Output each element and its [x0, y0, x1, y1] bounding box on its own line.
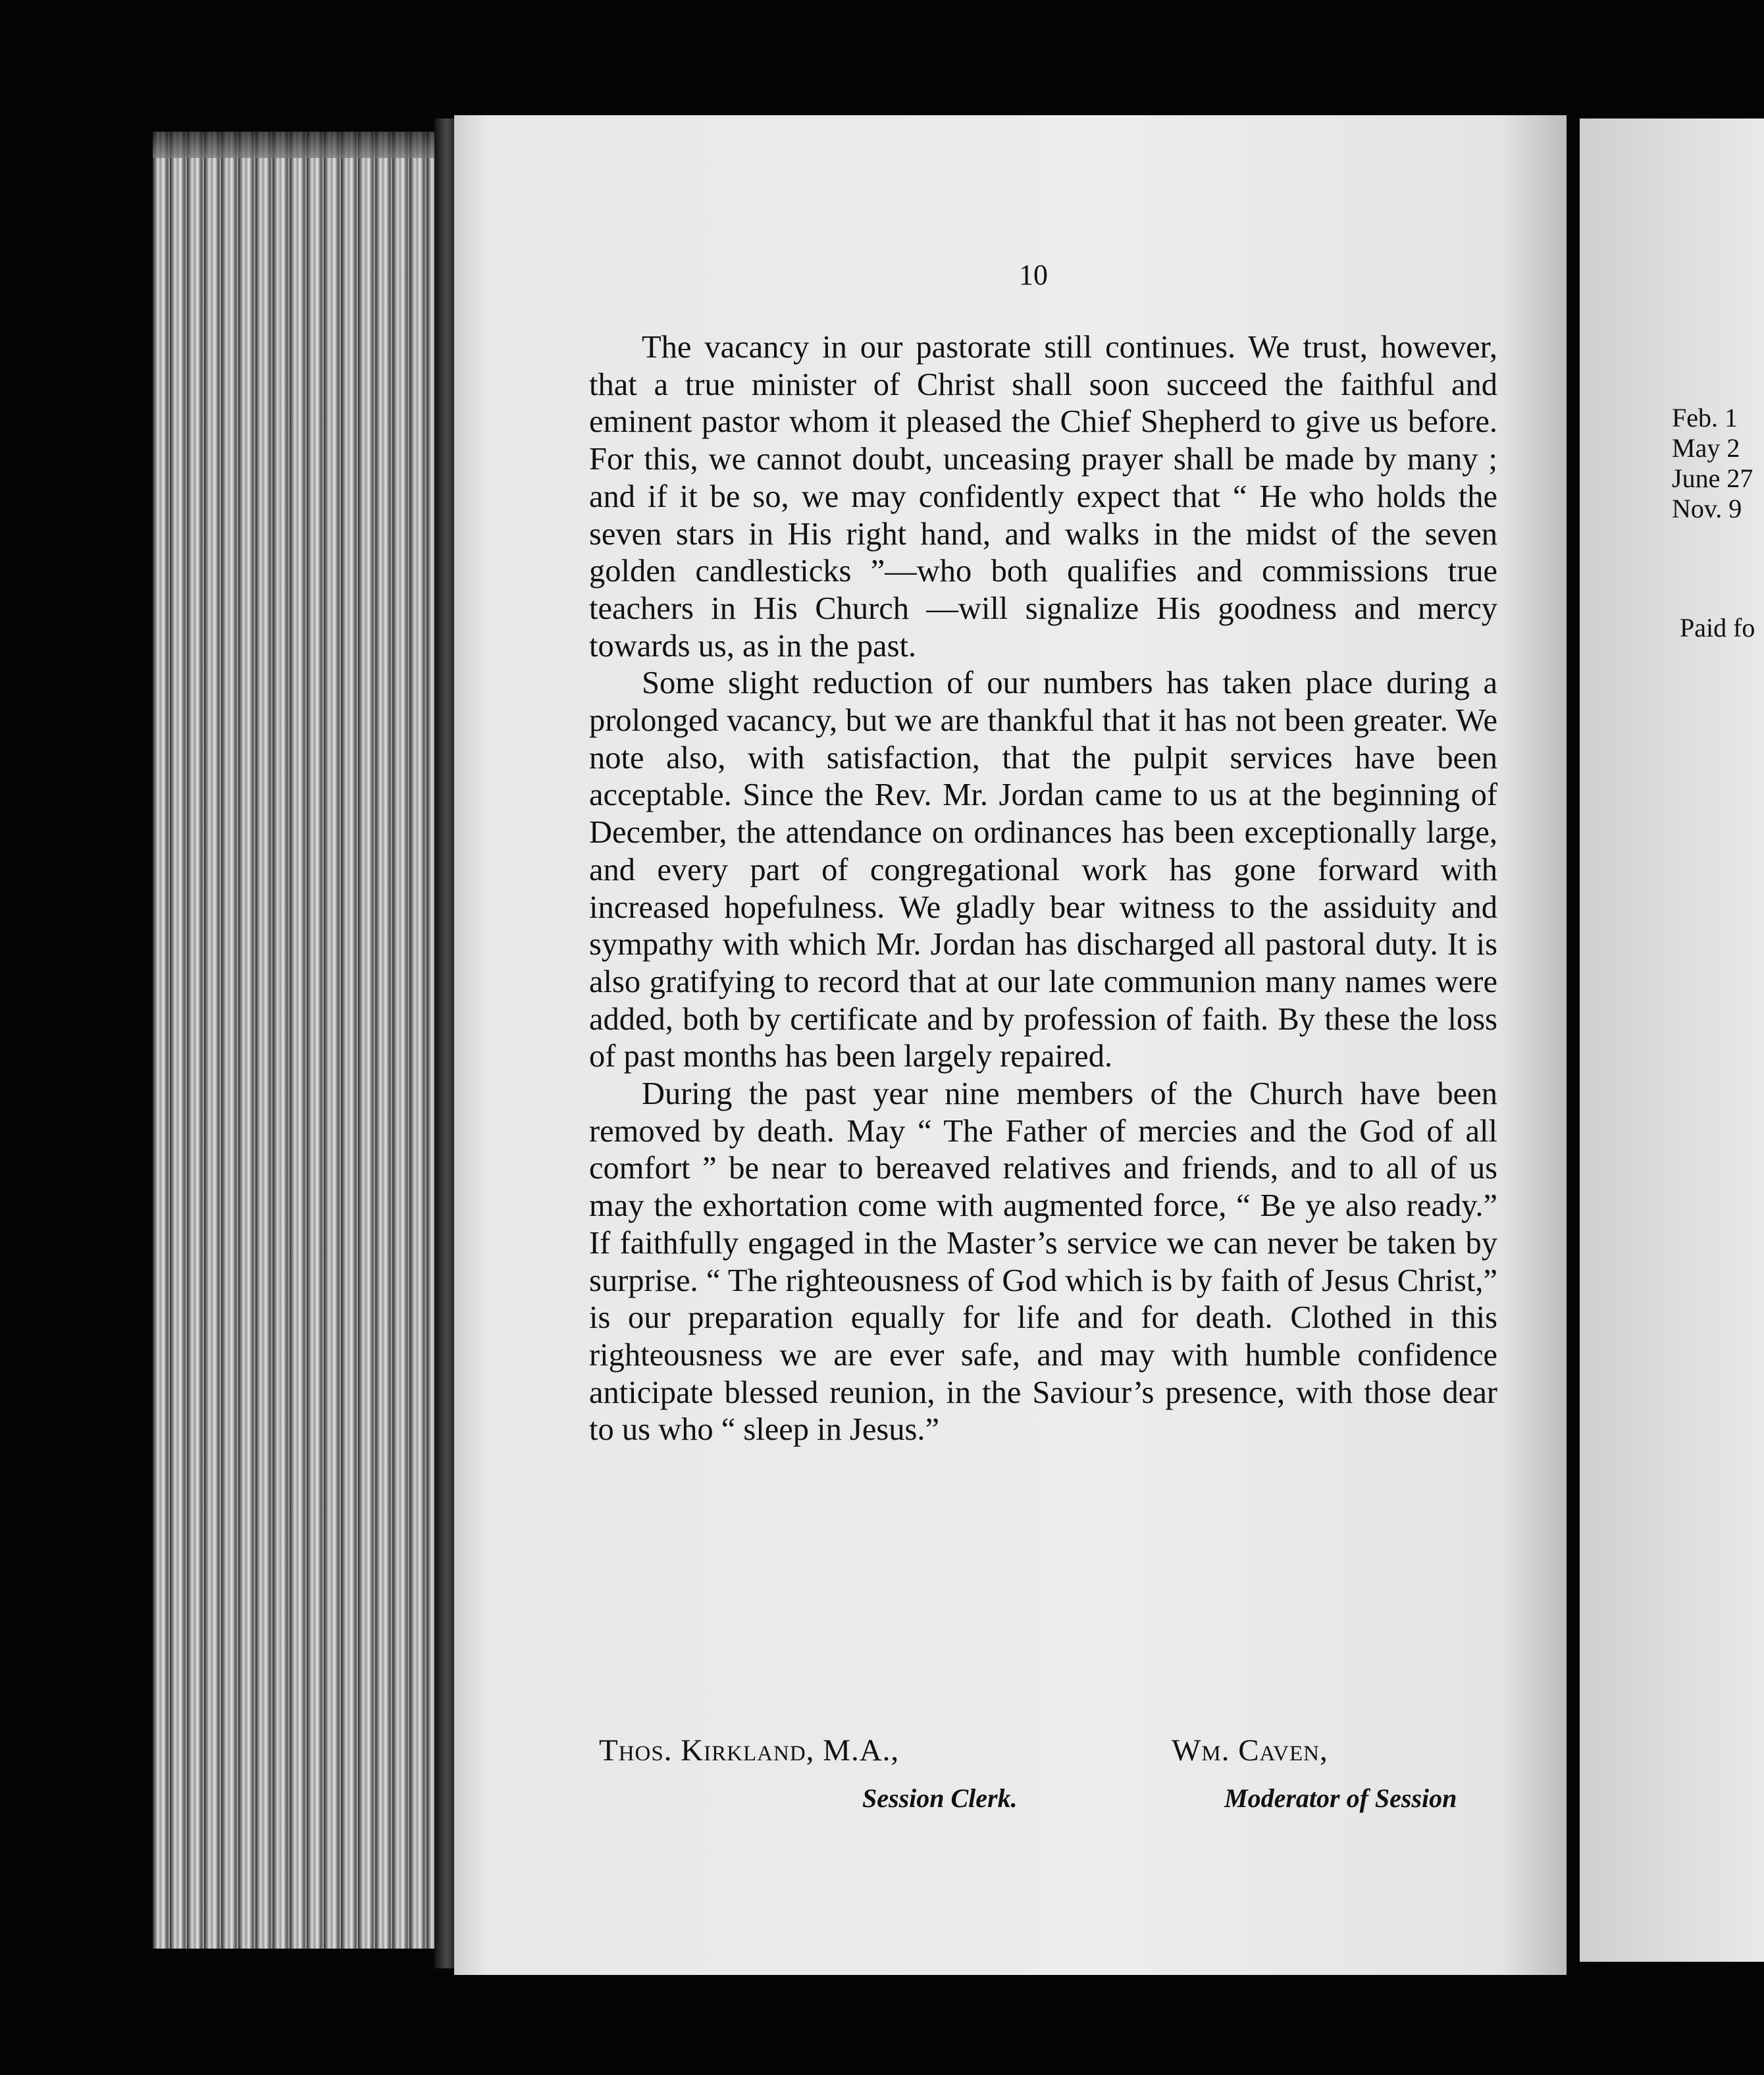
- body-text: [589, 329, 1497, 1449]
- paragraph-3: During the past year nine members of the Church have been removed by death. May “ The Father of mercies and the God of all comfort ” be near to bereaved relatives and friends, and to all of us may the exhortation come with augmented force, “ Be ye also ready.” If faithfully engaged in the Master’s service we can never be taken by surprise. “ The righteousness of God which is by faith of Jesus Christ,” is our preparation equally for life and for death. Clothed in this righteousness we are ever safe, and may with humble confidence anticipate blessed reunion, in the Saviour’s presence, with those dear to us who “ sleep in Jesus.”: [589, 1076, 1497, 1448]
- signature-moderator: [1172, 1733, 1457, 1814]
- book-edge-shadow: [153, 132, 455, 158]
- list-item: May 2: [1672, 433, 1740, 463]
- page-number: 10: [1019, 259, 1048, 291]
- next-page-paid-text: Paid fo: [1680, 613, 1755, 643]
- signature-title: Session Clerk.: [862, 1783, 1018, 1813]
- signature-title: Moderator of Session: [1224, 1783, 1457, 1813]
- paragraph-2: Some slight reduction of our numbers has taken place during a prolonged vacancy, but we are thankful that it has not been greater. We note also, with satisfaction, that the pulpit services have been acceptable. Since the Rev. Mr. Jordan came to us at the beginning of December, the attendance on ordinances has been exceptionally large, and every part of congregational work has gone forward with increased hopefulness. We gladly bear witness to the assiduity and sympathy with which Mr. Jordan has discharged all pastoral duty. It is also gratifying to record that at our late communion many names were added, both by certificate and by profession of faith. By these the loss of past months has been largely repaired.: [589, 666, 1497, 1074]
- next-page-list: [1672, 403, 1753, 524]
- list-item: June 27: [1672, 463, 1753, 493]
- signature-session-clerk: [599, 1733, 1018, 1814]
- paragraph-1: The vacancy in our pastorate still continues. We trust, however, that a true minister of Christ shall soon succeed the faithful and eminent pastor whom it pleased the Chief Shepherd to give us before. For this, we cannot doubt, unceasing prayer shall be made by many ; and if it be so, we may confidently expect that “ He who holds the seven stars in His right hand, and walks in the midst of the seven golden candlesticks ”—who both qualifies and commissions true teachers in His Church —will signalize His goodness and mercy towards us, as in the past.: [589, 330, 1497, 664]
- signature-name: Wm. Caven,: [1172, 1733, 1328, 1768]
- list-item: Feb. 1: [1672, 403, 1738, 433]
- book-page-edges: [153, 132, 455, 1949]
- signature-name: Thos. Kirkland, M.A.,: [599, 1733, 900, 1768]
- next-page: [1580, 118, 1764, 1962]
- list-item: Nov. 9: [1672, 494, 1742, 523]
